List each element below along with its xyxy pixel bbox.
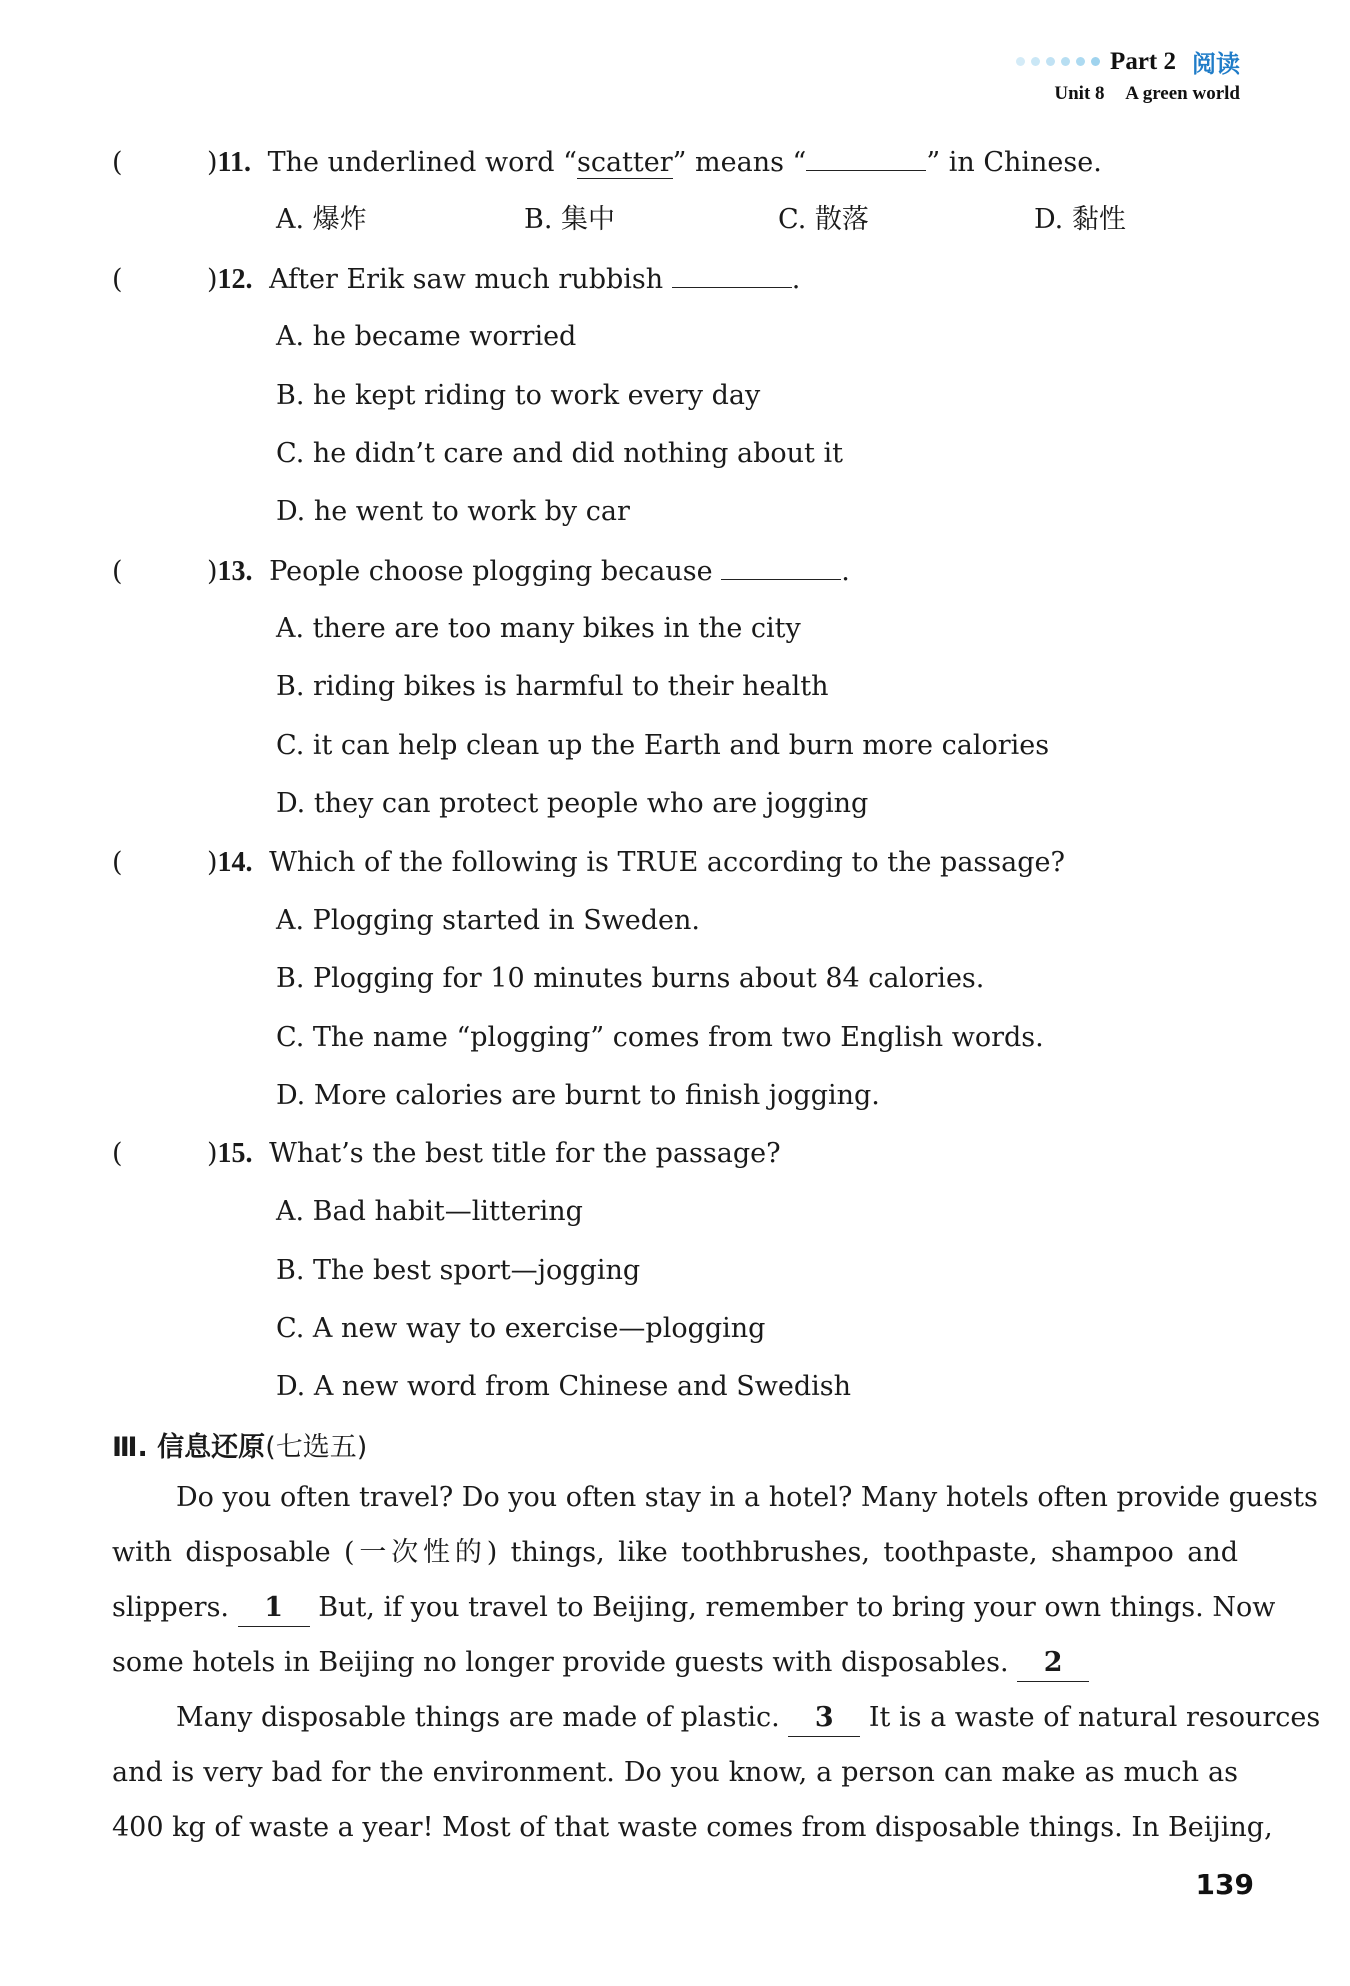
passage-line-7: 400 kg of waste a year! Most of that waste comes from disposable things. In Beijing, <box>112 1812 1273 1843</box>
option-12c[interactable]: C. he didn’t care and did nothing about it <box>276 438 843 469</box>
option-12b[interactable]: B. he kept riding to work every day <box>276 380 761 411</box>
question-number: 12. <box>217 264 253 295</box>
question-13: ( )13. People choose plogging because . <box>112 553 850 590</box>
option-11d[interactable]: D. 黏性 <box>1034 204 1126 235</box>
option-11b[interactable]: B. 集中 <box>524 204 616 235</box>
option-11a[interactable]: A. 爆炸 <box>276 204 367 235</box>
question-12: ( )12. After Erik saw much rubbish . <box>112 261 800 298</box>
passage-line-6: and is very bad for the environment. Do you know, a person can make as much as <box>112 1757 1238 1788</box>
page-header <box>1016 44 1240 105</box>
option-15c[interactable]: C. A new way to exercise—plogging <box>276 1313 766 1344</box>
question-number: 11. <box>217 147 252 178</box>
question-number: 13. <box>217 556 253 587</box>
option-11c[interactable]: C. 散落 <box>778 204 869 235</box>
answer-paren[interactable]: ( <box>112 1138 123 1169</box>
passage-line-3: slippers. 1 But, if you travel to Beijing, remember to bring your own things. Now <box>112 1590 1238 1627</box>
page-number: 139 <box>1195 1868 1254 1901</box>
question-number: 14. <box>217 847 253 878</box>
answer-paren[interactable]: ( <box>112 847 123 878</box>
passage-line-5: Many disposable things are made of plastic. 3 It is a waste of natural resources <box>176 1700 1238 1737</box>
question-number: 15. <box>217 1138 253 1169</box>
option-13b[interactable]: B. riding bikes is harmful to their health <box>276 671 829 702</box>
passage-line-4: some hotels in Beijing no longer provide guests with disposables. 2 <box>112 1645 1238 1682</box>
answer-blank <box>721 553 841 580</box>
section-title: Ⅲ. 信息还原(七选五) <box>112 1432 368 1463</box>
answer-paren[interactable]: ( <box>112 264 123 295</box>
option-12d[interactable]: D. he went to work by car <box>276 496 630 527</box>
option-15a[interactable]: A. Bad habit—littering <box>276 1196 583 1227</box>
option-15d[interactable]: D. A new word from Chinese and Swedish <box>276 1371 852 1402</box>
answer-blank <box>672 261 792 288</box>
option-15b[interactable]: B. The best sport—jogging <box>276 1255 641 1286</box>
question-14: ( )14. Which of the following is TRUE according to the passage? <box>112 845 1065 881</box>
option-13a[interactable]: A. there are too many bikes in the city <box>276 613 801 644</box>
header-unit-title: A green world <box>1125 83 1240 104</box>
option-14b[interactable]: B. Plogging for 10 minutes burns about 84 calories. <box>276 963 985 994</box>
option-14a[interactable]: A. Plogging started in Sweden. <box>276 905 701 936</box>
option-14d[interactable]: D. More calories are burnt to finish jogging. <box>276 1080 880 1111</box>
header-unit: Unit 8 <box>1054 83 1105 104</box>
passage-line-2: with disposable (一次性的) things, like toothbrushes, toothpaste, shampoo and <box>112 1537 1238 1568</box>
question-15: ( )15. What’s the best title for the passage? <box>112 1136 781 1172</box>
option-13d[interactable]: D. they can protect people who are jogging <box>276 788 869 819</box>
question-11: ( )11. The underlined word “scatter” means “ ” in Chinese. <box>112 144 1102 181</box>
answer-paren[interactable]: ( <box>112 556 123 587</box>
option-14c[interactable]: C. The name “plogging” comes from two English words. <box>276 1022 1044 1053</box>
header-unit-line <box>1016 83 1240 105</box>
underlined-word: scatter <box>576 147 673 178</box>
answer-blank-3[interactable]: 3 <box>788 1700 860 1737</box>
option-12a[interactable]: A. he became worried <box>276 321 577 352</box>
section-subtitle: (七选五) <box>265 1432 368 1463</box>
passage-line-1: Do you often travel? Do you often stay in a hotel? Many hotels often provide guests <box>176 1482 1318 1513</box>
header-part-cn: 阅读 <box>1192 50 1240 78</box>
decorative-dots <box>1016 57 1100 66</box>
answer-blank-2[interactable]: 2 <box>1017 1645 1089 1682</box>
header-part-line <box>1016 44 1240 79</box>
answer-blank <box>806 144 926 171</box>
answer-blank-1[interactable]: 1 <box>238 1590 310 1627</box>
header-part: Part 2 <box>1110 47 1176 75</box>
option-13c[interactable]: C. it can help clean up the Earth and burn more calories <box>276 730 1050 761</box>
answer-paren[interactable]: ( <box>112 147 123 178</box>
